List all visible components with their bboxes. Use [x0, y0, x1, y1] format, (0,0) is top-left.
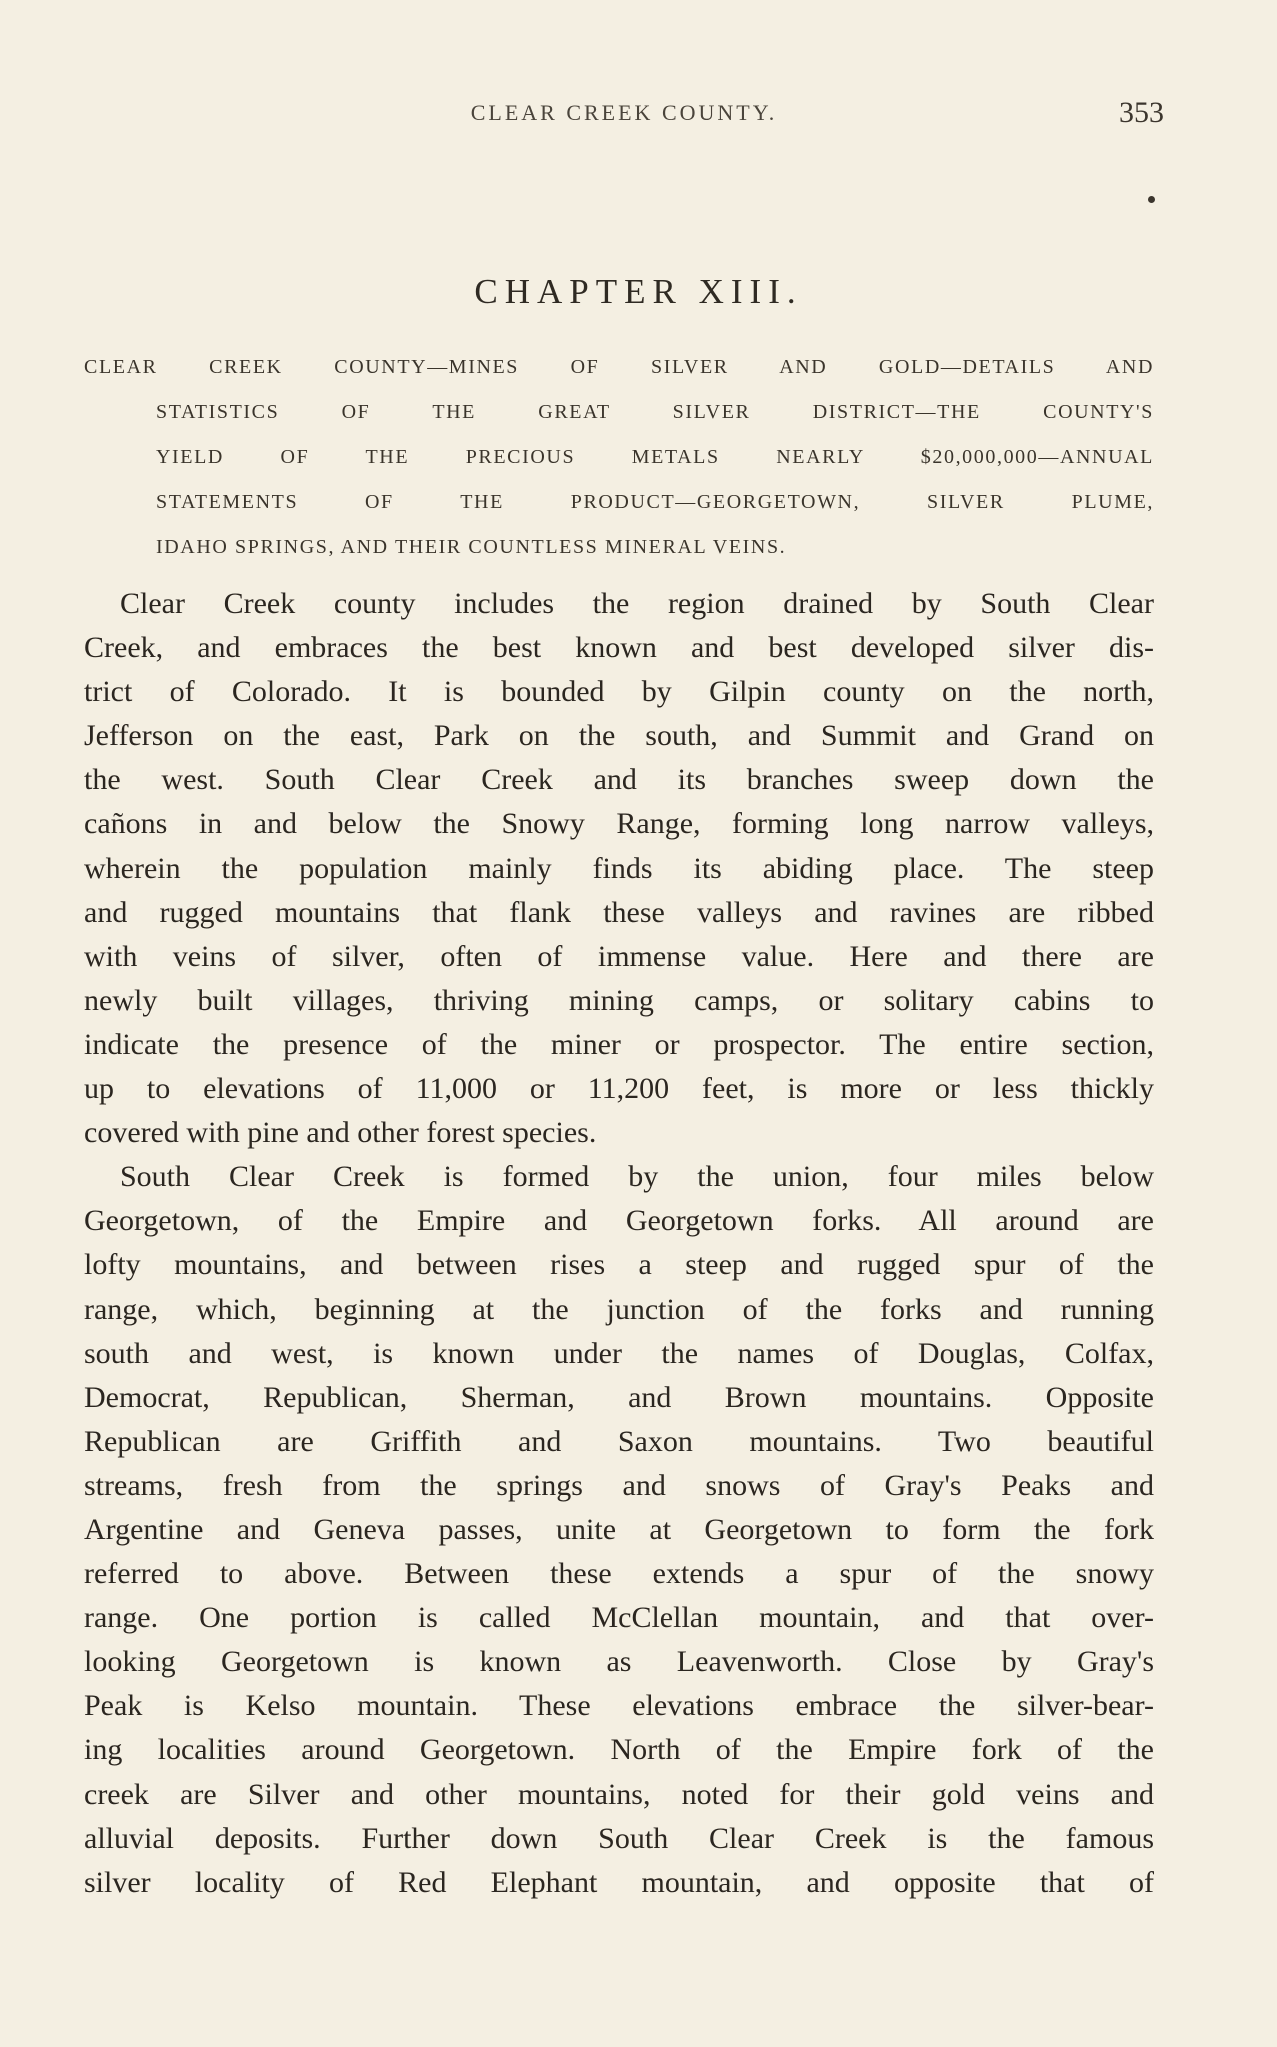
body-line: cañons in and below the Snowy Range, forming long narrow valleys, — [84, 807, 1154, 841]
body-line: lofty mountains, and between rises a steep and rugged spur of the — [84, 1248, 1154, 1282]
page-number: 353 — [1119, 96, 1164, 129]
body-line: alluvial deposits. Further down South Clear Creek is the famous — [84, 1821, 1154, 1855]
body-line: Creek, and embraces the best known and best developed silver dis- — [84, 631, 1154, 665]
body-line: Republican are Griffith and Saxon mountains. Two beautiful — [84, 1424, 1154, 1458]
body-line: Jefferson on the east, Park on the south, and Summit and Grand on — [84, 719, 1154, 753]
body-line: Georgetown, of the Empire and Georgetown forks. All around are — [84, 1204, 1154, 1238]
body-line: trict of Colorado. It is bounded by Gilpin county on the north, — [84, 675, 1154, 709]
chapter-title: CHAPTER XIII. — [474, 272, 803, 311]
synopsis-line: IDAHO SPRINGS, AND THEIR COUNTLESS MINERAL VEINS. — [156, 536, 787, 558]
body-line: creek are Silver and other mountains, noted for their gold veins and — [84, 1777, 1154, 1811]
body-line: range. One portion is called McClellan mountain, and that over- — [84, 1601, 1154, 1635]
body-line: and rugged mountains that flank these valleys and ravines are ribbed — [84, 895, 1154, 929]
body-line: ing localities around Georgetown. North of the Empire fork of the — [84, 1733, 1154, 1767]
synopsis-line: YIELD OF THE PRECIOUS METALS NEARLY $20,000,000—ANNUAL — [156, 446, 1154, 468]
body-line: south and west, is known under the names of Douglas, Colfax, — [84, 1336, 1154, 1370]
body-line: range, which, beginning at the junction of the forks and running — [84, 1292, 1154, 1326]
body-line: up to elevations of 11,000 or 11,200 feet, is more or less thickly — [84, 1072, 1154, 1106]
body-line: indicate the presence of the miner or prospector. The entire section, — [84, 1027, 1154, 1061]
body-line: with veins of silver, often of immense value. Here and there are — [84, 939, 1154, 973]
body-line: covered with pine and other forest species. — [84, 1116, 597, 1150]
body-line: Democrat, Republican, Sherman, and Brown mountains. Opposite — [84, 1380, 1154, 1414]
body-line: referred to above. Between these extends a spur of the snowy — [84, 1557, 1154, 1591]
body-line: South Clear Creek is formed by the union, four miles below — [120, 1160, 1154, 1194]
synopsis-line: STATISTICS OF THE GREAT SILVER DISTRICT—THE COUNTY'S — [156, 401, 1154, 423]
synopsis-line: STATEMENTS OF THE PRODUCT—GEORGETOWN, SILVER PLUME, — [156, 491, 1154, 513]
body-line: silver locality of Red Elephant mountain, and opposite that of — [84, 1865, 1154, 1899]
running-title: CLEAR CREEK COUNTY. — [470, 100, 778, 125]
synopsis-line: CLEAR CREEK COUNTY—MINES OF SILVER AND GOLD—DETAILS AND — [84, 356, 1154, 378]
body-text — [84, 582, 1154, 1905]
body-line: the west. South Clear Creek and its branches sweep down the — [84, 763, 1154, 797]
body-line: newly built villages, thriving mining camps, or solitary cabins to — [84, 983, 1154, 1017]
body-line: Clear Creek county includes the region drained by South Clear — [120, 587, 1154, 620]
print-speck — [1148, 196, 1155, 203]
body-line: wherein the population mainly finds its abiding place. The steep — [84, 851, 1154, 885]
running-head — [84, 96, 1164, 140]
body-line: streams, fresh from the springs and snows of Gray's Peaks and — [84, 1468, 1154, 1502]
body-line: looking Georgetown is known as Leavenworth. Close by Gray's — [84, 1645, 1154, 1679]
chapter-synopsis — [84, 345, 1154, 570]
body-line: Argentine and Geneva passes, unite at Georgetown to form the fork — [84, 1512, 1154, 1546]
body-line: Peak is Kelso mountain. These elevations embrace the silver-bear- — [84, 1689, 1154, 1723]
